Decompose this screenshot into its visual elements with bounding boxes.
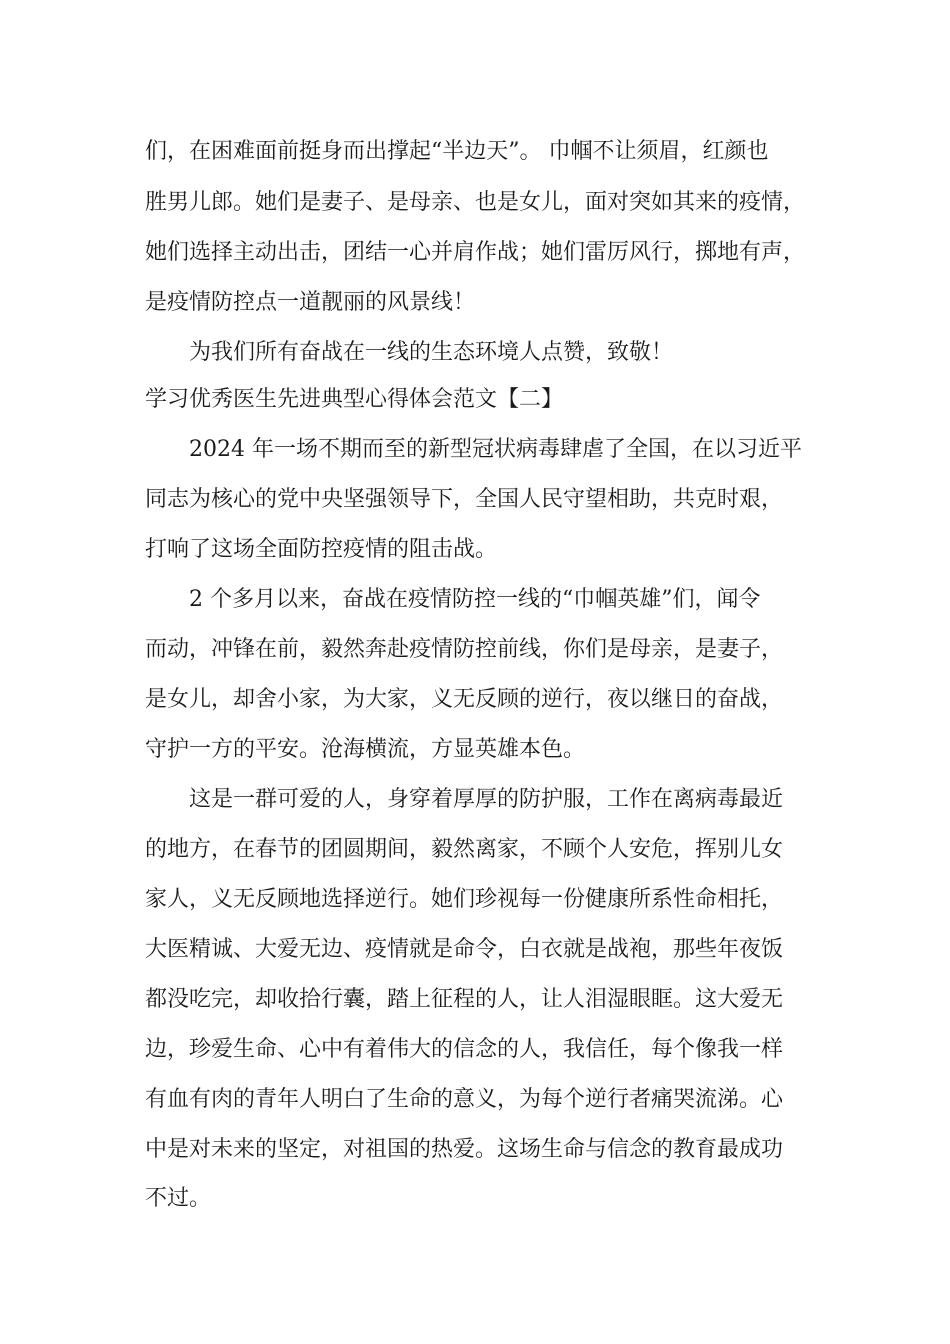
text-line: 不过。 bbox=[145, 1186, 212, 1211]
text-line: 同志为核心的党中央坚强领导下，全国人民守望相助，共克时艰， bbox=[145, 487, 784, 512]
text-line: 守护一方的平安。沧海横流，方显英雄本色。 bbox=[145, 737, 586, 762]
text-line: 有血有肉的青年人明白了生命的意义，为每个逆行者痛哭流涕。心 bbox=[145, 1087, 784, 1112]
text-line: 2024 年一场不期而至的新型冠状病毒肆虐了全国，在以习近平 bbox=[189, 437, 802, 462]
text-line: 们，在困难面前挺身而出撑起“半边天”。 巾帼不让须眉，红颜也 bbox=[145, 139, 769, 164]
text-line: 是女儿，却舍小家，为大家，义无反顾的逆行，夜以继日的奋战， bbox=[145, 687, 784, 712]
text-line: 家人，义无反顾地选择逆行。她们珍视每一份健康所系性命相托， bbox=[145, 887, 784, 912]
text-line: 大医精诚、大爱无边、疫情就是命令，白衣就是战袍，那些年夜饭 bbox=[145, 937, 784, 962]
text-line: 而动，冲锋在前，毅然奔赴疫情防控前线，你们是母亲，是妻子， bbox=[145, 637, 784, 662]
text-line: 的地方，在春节的团圆期间，毅然离家，不顾个人安危，挥别儿女 bbox=[145, 837, 784, 862]
text-line: 边，珍爱生命、心中有着伟大的信念的人，我信任，每个像我一样 bbox=[145, 1037, 784, 1062]
text-line: 这是一群可爱的人，身穿着厚厚的防护服，工作在离病毒最近 bbox=[189, 787, 784, 812]
text-line: 是疫情防控点一道靓丽的风景线！ bbox=[145, 290, 476, 315]
section-heading: 学习优秀医生先进典型心得体会范文【二】 bbox=[145, 387, 564, 412]
text-line: 都没吃完，却收拾行囊，踏上征程的人，让人泪湿眼眶。这大爱无 bbox=[145, 987, 784, 1012]
text-line: 2 个多月以来，奋战在疫情防控一线的“巾帼英雄”们，闻令 bbox=[189, 587, 761, 612]
text-line: 她们选择主动出击，团结一心并肩作战；她们雷厉风行，掷地有声， bbox=[145, 240, 806, 265]
text-line: 胜男儿郎。她们是妻子、是母亲、也是女儿，面对突如其来的疫情， bbox=[145, 190, 806, 215]
text-line: 中是对未来的坚定，对祖国的热爱。这场生命与信念的教育最成功 bbox=[145, 1137, 784, 1162]
text-line: 为我们所有奋战在一线的生态环境人点赞，致敬！ bbox=[189, 340, 674, 365]
text-line: 打响了这场全面防控疫情的阻击战。 bbox=[145, 537, 498, 562]
